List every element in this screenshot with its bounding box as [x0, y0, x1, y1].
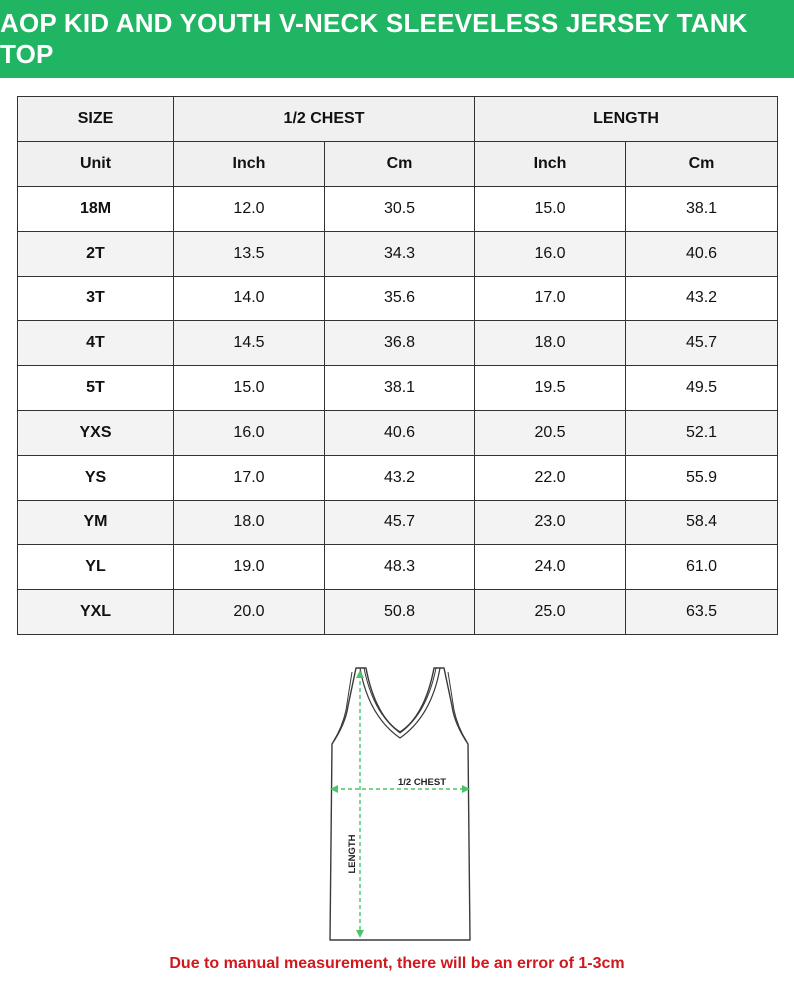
header-length-inch: Inch	[475, 142, 626, 187]
size-cell: 4T	[18, 321, 174, 366]
length-inch-cell: 24.0	[475, 545, 626, 590]
header-size: SIZE	[18, 97, 174, 142]
length-cm-cell: 38.1	[626, 187, 778, 232]
table-row	[18, 455, 778, 500]
chest-cm-cell: 43.2	[325, 455, 475, 500]
header-length-cm: Cm	[626, 142, 778, 187]
size-cell: 2T	[18, 231, 174, 276]
size-cell: YXL	[18, 590, 174, 635]
chest-inch-cell: 15.0	[174, 366, 325, 411]
table-header-row	[18, 97, 778, 142]
chest-inch-cell: 19.0	[174, 545, 325, 590]
table-row	[18, 321, 778, 366]
size-cell: YM	[18, 500, 174, 545]
chest-inch-cell: 12.0	[174, 187, 325, 232]
chest-cm-cell: 30.5	[325, 187, 475, 232]
table-row	[18, 545, 778, 590]
length-inch-cell: 20.5	[475, 410, 626, 455]
length-inch-cell: 16.0	[475, 231, 626, 276]
length-cm-cell: 45.7	[626, 321, 778, 366]
chest-measure-label: 1/2 CHEST	[397, 777, 447, 788]
chest-cm-cell: 45.7	[325, 500, 475, 545]
length-cm-cell: 55.9	[626, 455, 778, 500]
length-cm-cell: 61.0	[626, 545, 778, 590]
tank-top-diagram	[320, 658, 480, 948]
length-cm-cell: 58.4	[626, 500, 778, 545]
header-chest-cm: Cm	[325, 142, 475, 187]
length-inch-cell: 19.5	[475, 366, 626, 411]
length-inch-cell: 22.0	[475, 455, 626, 500]
size-cell: 5T	[18, 366, 174, 411]
chest-cm-cell: 35.6	[325, 276, 475, 321]
header-unit: Unit	[18, 142, 174, 187]
table-row	[18, 276, 778, 321]
chest-cm-cell: 38.1	[325, 366, 475, 411]
length-inch-cell: 17.0	[475, 276, 626, 321]
length-cm-cell: 63.5	[626, 590, 778, 635]
table-row	[18, 500, 778, 545]
chest-cm-cell: 34.3	[325, 231, 475, 276]
chest-cm-cell: 40.6	[325, 410, 475, 455]
chest-inch-cell: 13.5	[174, 231, 325, 276]
length-inch-cell: 18.0	[475, 321, 626, 366]
table-row	[18, 366, 778, 411]
table-row	[18, 590, 778, 635]
length-inch-cell: 25.0	[475, 590, 626, 635]
size-cell: 3T	[18, 276, 174, 321]
table-row	[18, 231, 778, 276]
length-inch-cell: 23.0	[475, 500, 626, 545]
table-row	[18, 410, 778, 455]
size-cell: YXS	[18, 410, 174, 455]
header-chest-inch: Inch	[174, 142, 325, 187]
length-cm-cell: 40.6	[626, 231, 778, 276]
size-cell: 18M	[18, 187, 174, 232]
chest-inch-cell: 20.0	[174, 590, 325, 635]
chest-cm-cell: 36.8	[325, 321, 475, 366]
table-unit-row	[18, 142, 778, 187]
size-cell: YL	[18, 545, 174, 590]
chest-inch-cell: 16.0	[174, 410, 325, 455]
length-cm-cell: 49.5	[626, 366, 778, 411]
page-title: AOP KID AND YOUTH V-NECK SLEEVELESS JERSEY TANK TOP	[0, 8, 748, 69]
chest-cm-cell: 50.8	[325, 590, 475, 635]
size-chart-table	[17, 96, 778, 635]
size-cell: YS	[18, 455, 174, 500]
length-cm-cell: 43.2	[626, 276, 778, 321]
header-half-chest: 1/2 CHEST	[174, 97, 475, 142]
length-measure-label: LENGTH	[347, 834, 358, 874]
title-banner	[0, 0, 794, 78]
chest-inch-cell: 17.0	[174, 455, 325, 500]
measurement-note: Due to manual measurement, there will be an error of 1-3cm	[169, 955, 625, 972]
tank-top-icon	[320, 658, 480, 948]
chest-cm-cell: 48.3	[325, 545, 475, 590]
chest-inch-cell: 14.5	[174, 321, 325, 366]
header-length: LENGTH	[475, 97, 778, 142]
chest-inch-cell: 18.0	[174, 500, 325, 545]
chest-inch-cell: 14.0	[174, 276, 325, 321]
length-inch-cell: 15.0	[475, 187, 626, 232]
table-row	[18, 187, 778, 232]
length-cm-cell: 52.1	[626, 410, 778, 455]
